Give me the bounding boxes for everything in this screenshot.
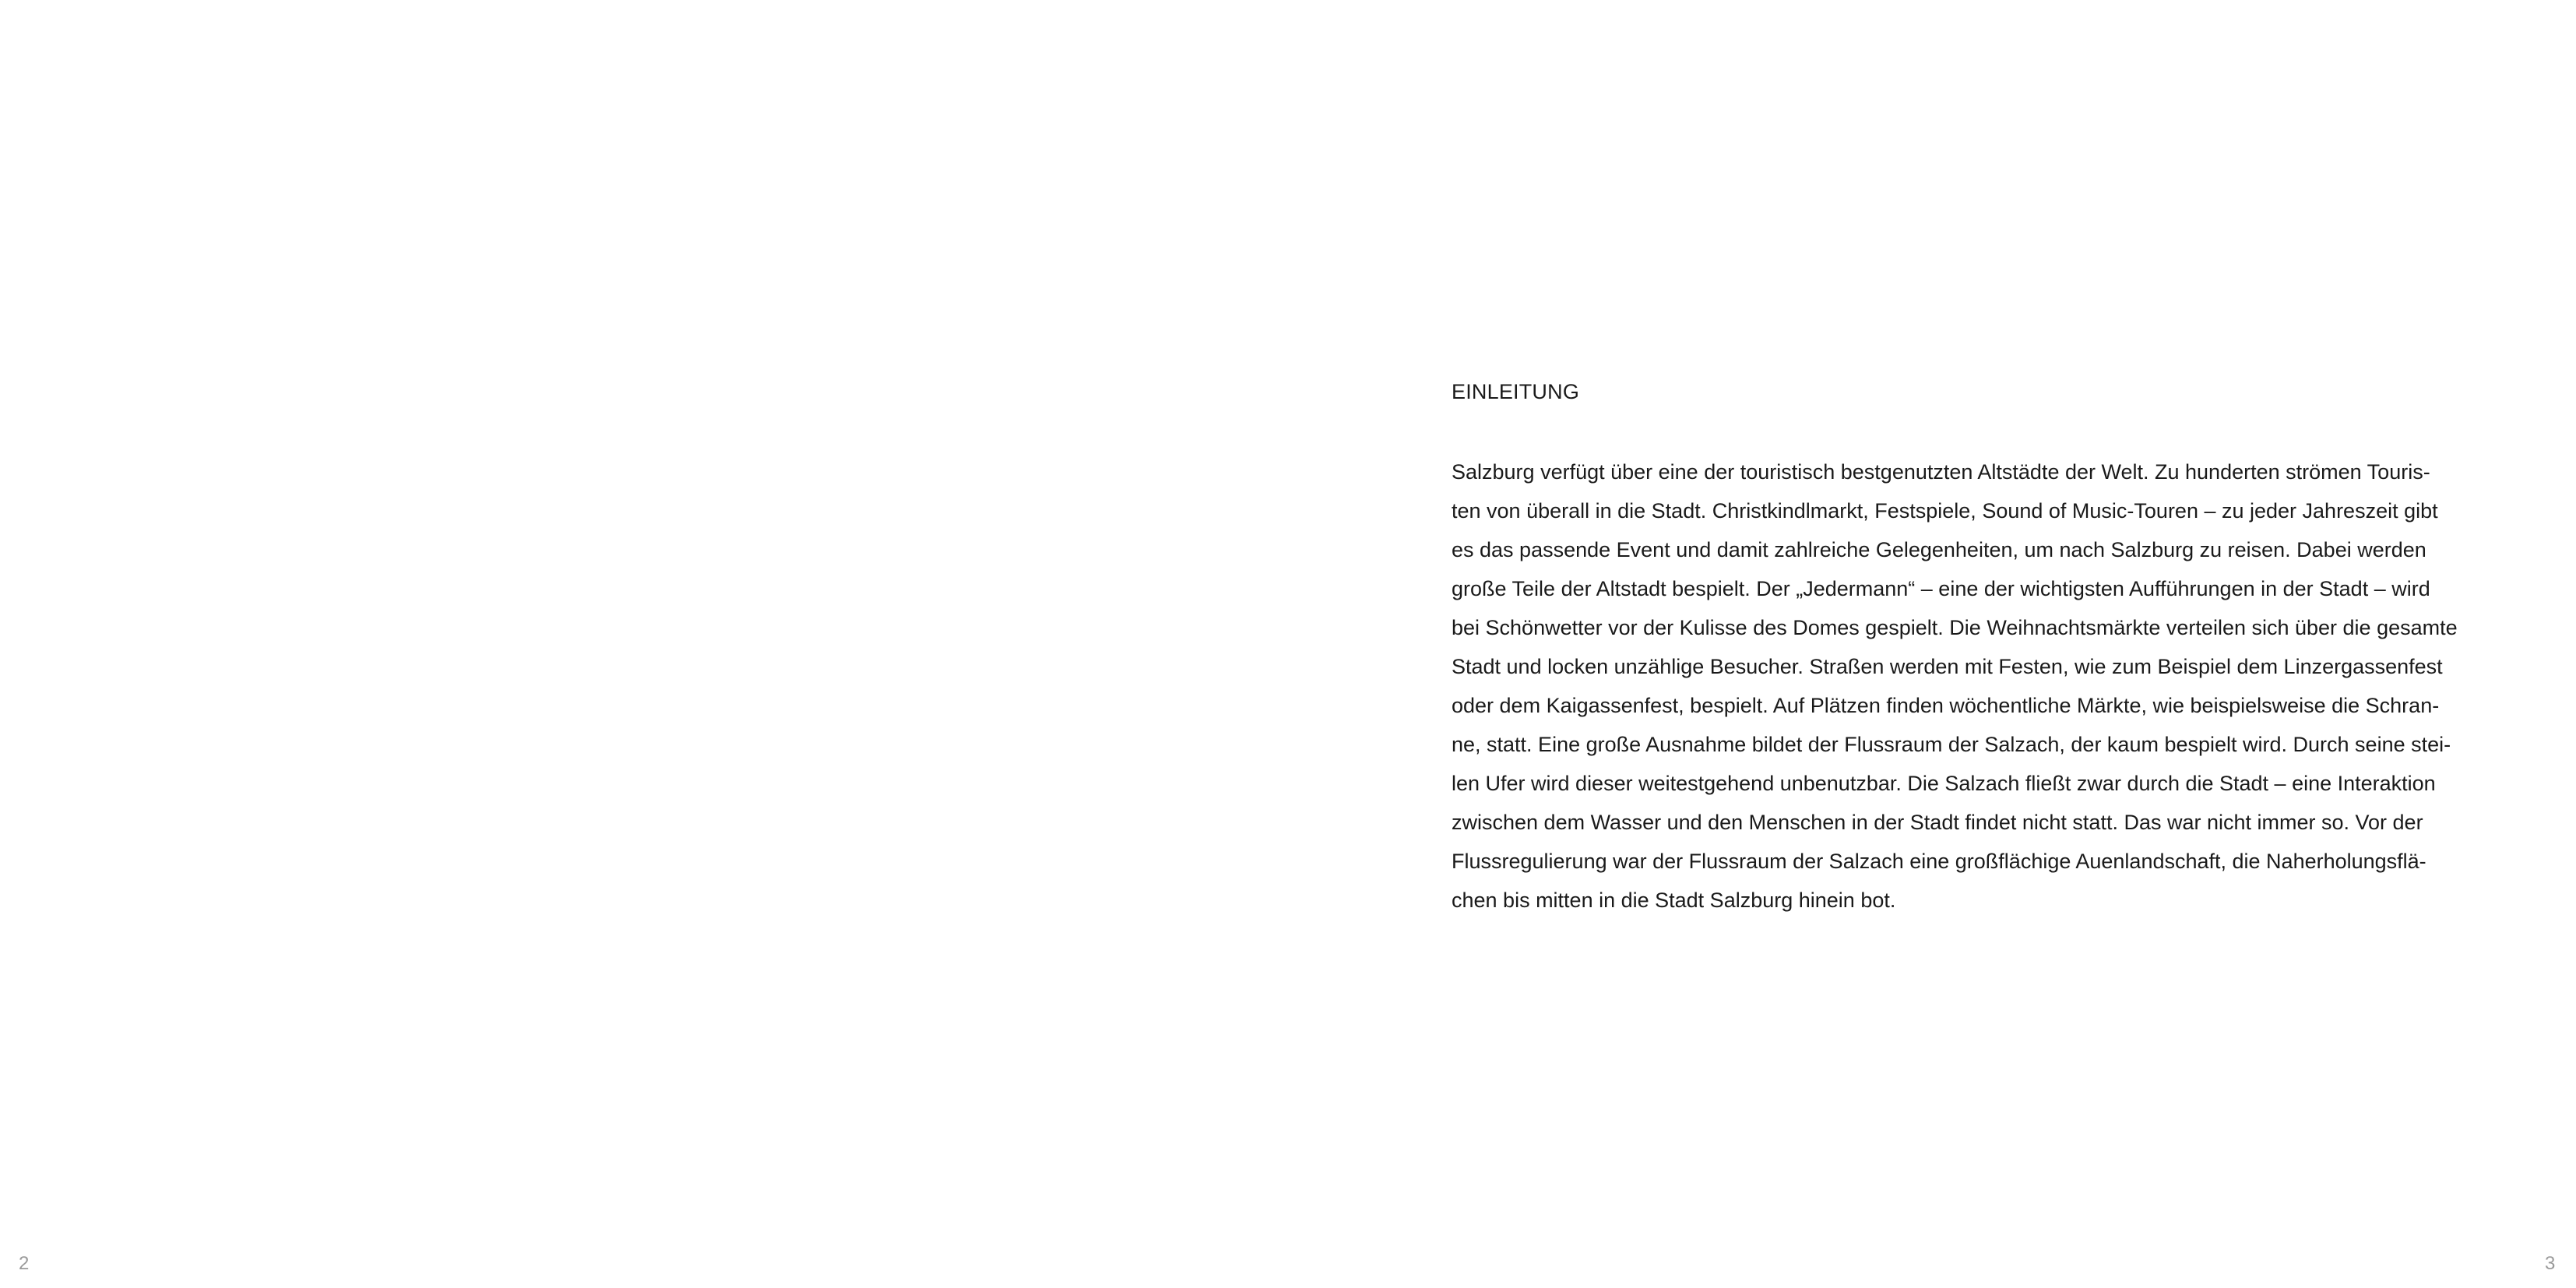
paragraph-line: zwischen dem Wasser und den Menschen in der Stadt findet nicht statt. Das war nicht immer so. Vor der: [1452, 811, 2423, 834]
paragraph-line: chen bis mitten in die Stadt Salzburg hinein bot.: [1452, 889, 1896, 912]
paragraph-line: Stadt und locken unzählige Besucher. Straßen werden mit Festen, wie zum Beispiel dem Linzergassenfest: [1452, 655, 2443, 678]
section-heading: EINLEITUNG: [1452, 380, 1580, 403]
paragraph-line: bei Schönwetter vor der Kulisse des Domes gespielt. Die Weihnachtsmärkte verteilen sich über die gesamte: [1452, 616, 2458, 639]
page-number-left: 2: [19, 1253, 30, 1274]
paragraph-line: len Ufer wird dieser weitestgehend unbenutzbar. Die Salzach fließt zwar durch die Stadt – eine Interaktion: [1452, 772, 2436, 795]
paragraph-line: ne, statt. Eine große Ausnahme bildet der Flussraum der Salzach, der kaum bespielt wird. Durch seine stei-: [1452, 733, 2451, 756]
paragraph-line: oder dem Kaigassenfest, bespielt. Auf Plätzen finden wöchentliche Märkte, wie beispielsweise die Schran-: [1452, 694, 2440, 717]
paragraph-line: Flussregulierung war der Flussraum der Salzach eine großflächige Auenlandschaft, die Naherholungsflä-: [1452, 850, 2426, 873]
paragraph-line: Salzburg verfügt über eine der touristisch bestgenutzten Altstädte der Welt. Zu hunderten strömen Touris-: [1452, 460, 2430, 484]
right-page: [1288, 0, 2576, 1288]
paragraph-line: es das passende Event und damit zahlreiche Gelegenheiten, um nach Salzburg zu reisen. Dabei werden: [1452, 538, 2426, 561]
paragraph-line: große Teile der Altstadt bespielt. Der „Jedermann“ – eine der wichtigsten Aufführungen in der Stadt – wird: [1452, 577, 2430, 600]
paragraph-line: ten von überall in die Stadt. Christkindlmarkt, Festspiele, Sound of Music-Touren – zu jeder Jahreszeit gibt: [1452, 499, 2438, 523]
body-paragraph: [1452, 452, 2458, 920]
page-number-right: 3: [2545, 1253, 2556, 1274]
